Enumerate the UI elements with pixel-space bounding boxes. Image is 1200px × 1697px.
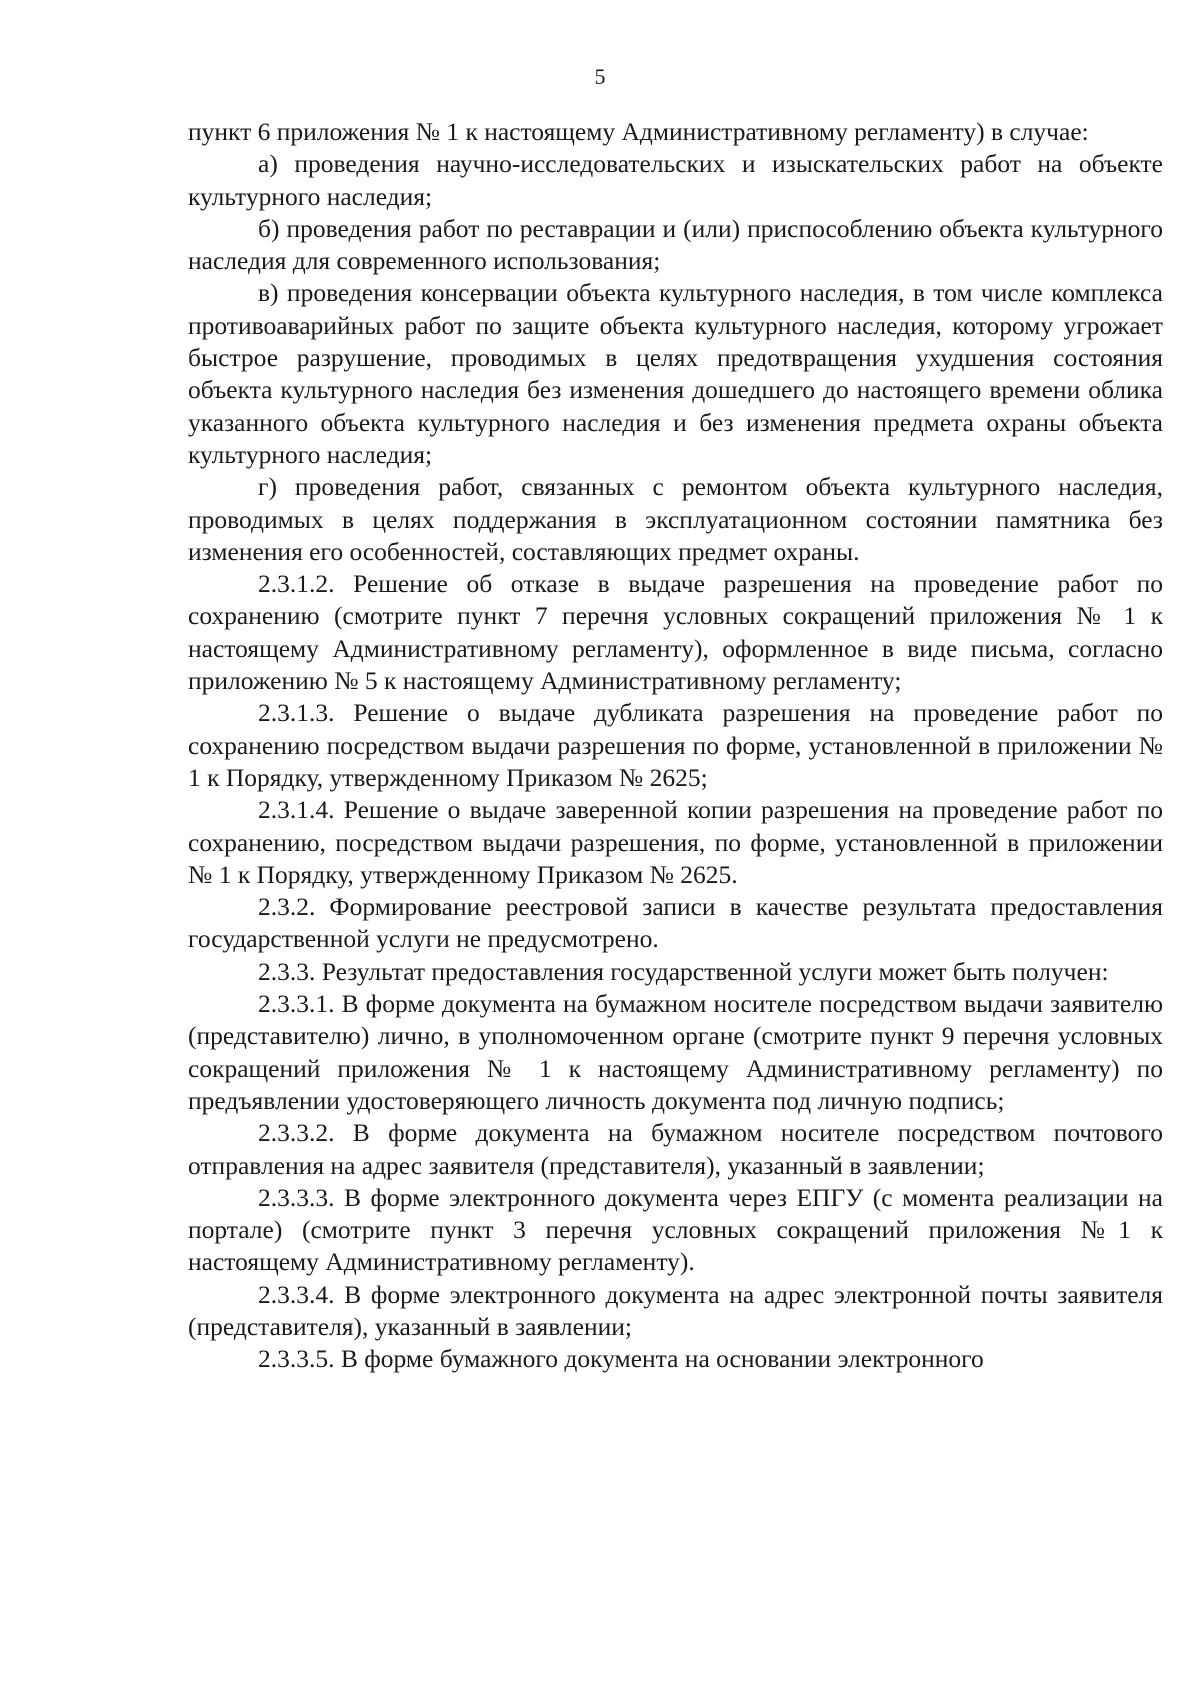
paragraph-2-3-1-4: 2.3.1.4. Решение о выдаче заверенной копии разрешения на проведение работ по сохранению, посредством выдачи разрешения, по форме, установленной в приложении № 1 к Порядку, утвержденному Приказом № 2625. <box>188 795 1163 889</box>
paragraph-2-3-3-1: 2.3.3.1. В форме документа на бумажном носителе посредством выдачи заявителю (представителю) лично, в уполномоченном органе (смотрите пункт 9 перечня условных сокращений приложения № 1 к настоящему Административному регламенту) по предъявлении удостоверяющего личность документа под личную подпись; <box>188 989 1163 1115</box>
paragraph-item-v: в) проведения консервации объекта культурного наследия, в том числе комплекса противоаварийных работ по защите объекта культурного наследия, которому угрожает быстрое разрушение, проводимых в целях предотвращения ухудшения состояния объекта культурного наследия без изменения дошедшего до настоящего времени облика указанного объекта культурного наследия и без изменения предмета охраны объекта культурного наследия; <box>188 278 1163 469</box>
paragraph-2-3-2: 2.3.2. Формирование реестровой записи в качестве результата предоставления государственной услуги не предусмотрено. <box>188 892 1163 954</box>
paragraph-item-a: а) проведения научно-исследовательских и изыскательских работ на объекте культурного наследия; <box>188 149 1163 211</box>
paragraph-2-3-3-2: 2.3.3.2. В форме документа на бумажном носителе посредством почтового отправления на адрес заявителя (представителя), указанный в заявлении; <box>188 1118 1163 1180</box>
paragraph-2-3-1-2: 2.3.1.2. Решение об отказе в выдаче разрешения на проведение работ по сохранению (смотрите пункт 7 перечня условных сокращений приложения № 1 к настоящему Административному регламенту), оформленное в виде письма, согласно приложению № 5 к настоящему Административному регламенту; <box>188 569 1163 696</box>
page-number: 5 <box>594 64 606 89</box>
paragraph-2-3-3: 2.3.3. Результат предоставления государственной услуги может быть получен: <box>258 956 1109 986</box>
paragraph-item-g: г) проведения работ, связанных с ремонтом объекта культурного наследия, проводимых в целях поддержания в эксплуатационном состоянии памятника без изменения его особенностей, составляющих предмет охраны. <box>188 472 1163 566</box>
paragraph-2-3-3-4: 2.3.3.4. В форме электронного документа на адрес электронной почты заявителя (представителя), указанный в заявлении; <box>188 1279 1163 1341</box>
paragraph-2-3-1-3: 2.3.1.3. Решение о выдаче дубликата разрешения на проведение работ по сохранению посредством выдачи разрешения по форме, установленной в приложении № 1 к Порядку, утвержденному Приказом № 2625; <box>188 698 1163 792</box>
paragraph-intro-continuation: пункт 6 приложения № 1 к настоящему Административному регламенту) в случае: <box>188 117 1089 146</box>
paragraph-2-3-3-5: 2.3.3.5. В форме бумажного документа на основании электронного <box>258 1344 984 1374</box>
document-body <box>188 116 1163 1376</box>
paragraph-item-b: б) проведения работ по реставрации и (или) приспособлению объекта культурного наследия для современного использования; <box>188 213 1163 276</box>
paragraph-2-3-3-3: 2.3.3.3. В форме электронного документа через ЕПГУ (с момента реализации на портале) (смотрите пункт 3 перечня условных сокращений приложения №1 к настоящему Административному регламенту). <box>188 1182 1163 1277</box>
